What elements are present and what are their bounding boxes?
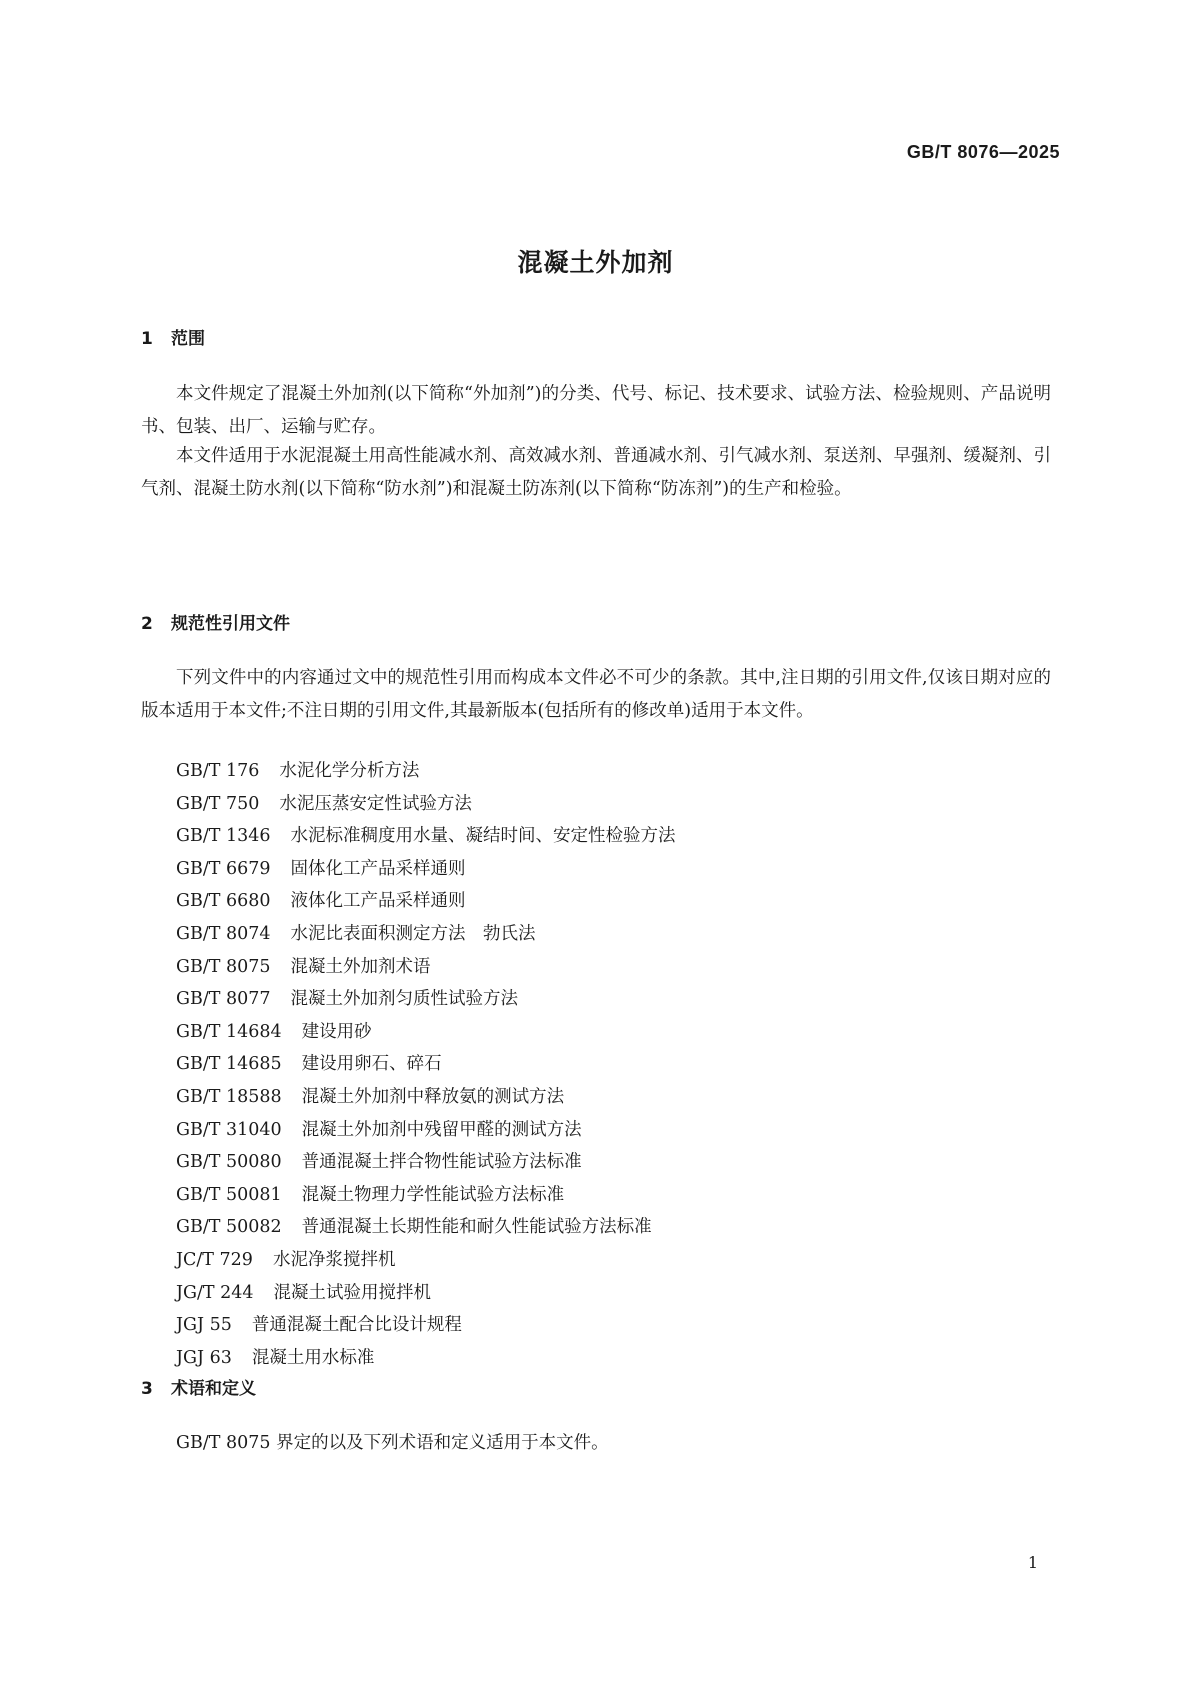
- reference-item: [176, 951, 1036, 984]
- reference-title: 混凝土用水标准: [251, 1347, 375, 1368]
- reference-title: 水泥化学分析方法: [279, 761, 420, 781]
- reference-item: [176, 1277, 1036, 1310]
- reference-item: [176, 1048, 1036, 1081]
- section-number: 1: [141, 329, 153, 349]
- reference-title: 混凝土试验用搅拌机: [273, 1282, 432, 1303]
- reference-code: GB/T 18588: [176, 1086, 282, 1107]
- reference-title: 固体化工产品采样通则: [290, 858, 466, 879]
- reference-item: [176, 1081, 1036, 1114]
- reference-title: 水泥压蒸安定性试验方法: [279, 793, 472, 814]
- section-title: 范围: [171, 329, 205, 349]
- reference-title: 液体化工产品采样通则: [290, 891, 466, 912]
- reference-code: JGJ 63: [176, 1347, 232, 1368]
- reference-code: JGJ 55: [176, 1315, 232, 1336]
- section-3-heading: [141, 1374, 256, 1399]
- reference-code: GB/T 31040: [176, 1119, 282, 1140]
- reference-title: 混凝土外加剂匀质性试验方法: [290, 989, 519, 1010]
- section-title: 规范性引用文件: [171, 614, 290, 634]
- standard-code: GB/T 8076—2025: [906, 142, 1060, 162]
- terms-paragraph: GB/T 8075 界定的以及下列术语和定义适用于本文件。: [176, 1433, 609, 1453]
- reference-code: GB/T 8077: [176, 989, 271, 1010]
- reference-item: [176, 918, 1036, 951]
- reference-title: 普通混凝土配合比设计规程: [251, 1315, 462, 1336]
- reference-code: GB/T 6679: [176, 858, 271, 879]
- reference-code: GB/T 14684: [176, 1021, 282, 1042]
- reference-item: [176, 1342, 1036, 1375]
- normative-references-intro: 下列文件中的内容通过文中的规范性引用而构成本文件必不可少的条款。其中,注日期的引用文件,仅该日期对应的版本适用于本文件;不注日期的引用文件,其最新版本(包括所有的修改单)适用于本文件。: [141, 668, 1051, 721]
- reference-title: 水泥净浆搅拌机: [272, 1249, 396, 1270]
- reference-title: 建设用砂: [301, 1021, 372, 1042]
- page-number: 1: [1027, 1553, 1038, 1572]
- reference-code: JC/T 729: [176, 1249, 253, 1270]
- section-title: 术语和定义: [171, 1379, 256, 1399]
- reference-code: GB/T 750: [176, 793, 260, 814]
- reference-item: [176, 885, 1036, 918]
- reference-code: GB/T 8075: [176, 956, 271, 977]
- section-number: 2: [141, 614, 153, 634]
- document-title: 混凝土外加剂: [517, 248, 674, 277]
- reference-title: 水泥比表面积测定方法 勃氏法: [290, 923, 536, 944]
- reference-item: [176, 1211, 1036, 1244]
- reference-item: [176, 788, 1036, 821]
- reference-item: [176, 755, 1036, 788]
- reference-code: GB/T 50082: [176, 1217, 282, 1238]
- section-number: 3: [141, 1379, 153, 1399]
- reference-code: GB/T 50081: [176, 1184, 282, 1205]
- reference-title: 水泥标准稠度用水量、凝结时间、安定性检验方法: [290, 826, 676, 847]
- reference-code: GB/T 14685: [176, 1054, 282, 1075]
- scope-paragraph-2: 本文件适用于水泥混凝土用高性能减水剂、高效减水剂、普通减水剂、引气减水剂、泵送剂、早强剂、缓凝剂、引气剂、混凝土防水剂(以下简称“防水剂”)和混凝土防冻剂(以下简称“防冻剂”)的生产和检验。: [141, 446, 1051, 499]
- reference-title: 普通混凝土拌合物性能试验方法标准: [301, 1152, 582, 1173]
- reference-list: [176, 755, 1036, 1374]
- reference-title: 混凝土物理力学性能试验方法标准: [301, 1184, 565, 1205]
- reference-code: GB/T 1346: [176, 826, 271, 847]
- reference-item: [176, 1309, 1036, 1342]
- reference-code: GB/T 6680: [176, 891, 271, 912]
- reference-item: [176, 983, 1036, 1016]
- reference-code: GB/T 8074: [176, 923, 271, 944]
- scope-paragraph-1: 本文件规定了混凝土外加剂(以下简称“外加剂”)的分类、代号、标记、技术要求、试验方法、检验规则、产品说明书、包装、出厂、运输与贮存。: [141, 384, 1051, 437]
- reference-code: JG/T 244: [176, 1282, 254, 1303]
- reference-code: GB/T 50080: [176, 1152, 282, 1173]
- reference-item: [176, 1179, 1036, 1212]
- reference-title: 建设用卵石、碎石: [301, 1054, 442, 1075]
- reference-item: [176, 820, 1036, 853]
- section-1-heading: [141, 324, 205, 349]
- reference-title: 混凝土外加剂中释放氨的测试方法: [301, 1086, 565, 1107]
- reference-item: [176, 1016, 1036, 1049]
- reference-item: [176, 1146, 1036, 1179]
- reference-item: [176, 1114, 1036, 1147]
- reference-title: 混凝土外加剂中残留甲醛的测试方法: [301, 1119, 582, 1140]
- reference-item: [176, 853, 1036, 886]
- reference-code: GB/T 176: [176, 761, 260, 781]
- reference-title: 混凝土外加剂术语: [290, 956, 431, 977]
- reference-item: [176, 1244, 1036, 1277]
- reference-title: 普通混凝土长期性能和耐久性能试验方法标准: [301, 1217, 652, 1238]
- section-2-heading: [141, 609, 290, 634]
